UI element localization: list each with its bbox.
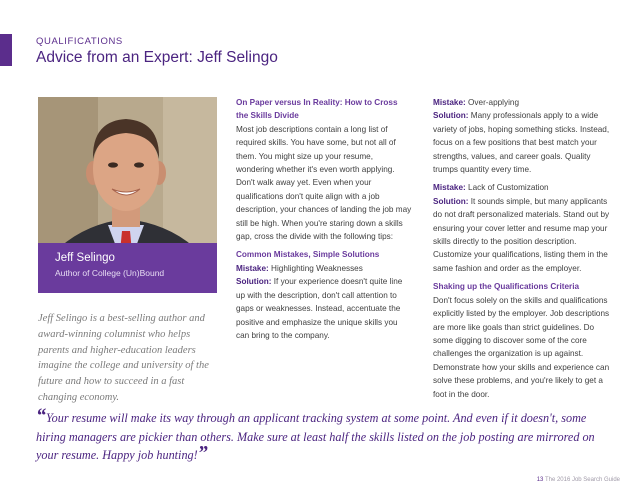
mistake-text: Over-applying [468, 98, 520, 107]
mistake-text: Highlighting Weaknesses [271, 263, 363, 273]
mistake-label: Mistake: [433, 98, 466, 107]
guide-title: The 2016 Job Search Guide [544, 477, 620, 483]
solution-text: If your experience doesn't quite line up with the description, don't call attention to gaps or weaknesses. Instead, accentuate the positive and emphasize the unique skills you can bring to the company. [236, 277, 403, 340]
pull-quote [36, 405, 606, 465]
mistake-weaknesses [236, 262, 412, 275]
right-column [433, 96, 613, 401]
tips-heading: Common Mistakes, Simple Solutions [236, 250, 380, 260]
quote-text: Your resume will make its way through an applicant tracking system at some point. And even if it doesn't, some hiring managers are pickier than others. Make sure at least half the skills listed on the job posting are mirrored on your resume. Happy job hunting! [36, 411, 595, 462]
page-title: Advice from an Expert: Jeff Selingo [36, 49, 278, 66]
open-quote-mark: “ [36, 405, 46, 427]
mistake-label: Mistake: [236, 263, 269, 273]
qualifications-criteria-heading: Shaking up the Qualifications Criteria [433, 282, 580, 292]
close-quote-mark: ” [197, 442, 208, 464]
solution-label: Solution: [433, 111, 469, 121]
solution-label: Solution: [236, 277, 272, 287]
profile-photo [38, 97, 217, 293]
solution-over-applying [433, 109, 613, 176]
solution-customization [433, 195, 613, 275]
section-label: QUALIFICATIONS [36, 36, 123, 47]
profile-caption [38, 243, 217, 293]
mistake-text: Lack of Customization [468, 183, 549, 193]
mistake-customization [433, 181, 613, 194]
mistake-label: Mistake: [433, 183, 466, 193]
section-accent-bar [0, 34, 12, 66]
skills-divide-intro: Most job descriptions contain a long list of required skills. You have some, but not all of them. You might size up your resume, wondering whether it's even worth applying. Don't walk away yet. Even when your qualifications don't quite align with a job description, your chances of landing the job may still be high. When you're staring down a skills gap, cross the divide with the following tips: [236, 124, 412, 242]
solution-weaknesses [236, 275, 412, 342]
profile-bio: Jeff Selingo is a best-selling author and award-winning columnist who helps parents and higher-education leaders imagine the college and university of the future and how to succeed in a fast changing economy. [38, 313, 209, 403]
profile-role: Author of College (Un)Bound [55, 268, 165, 278]
page-number: 13 [536, 477, 544, 483]
solution-label: Solution: [433, 196, 469, 206]
solution-text: It sounds simple, but many applicants do not draft personalized materials. Stand out by ensuring your cover letter and resume map your skills directly to the position description. Customize your qualifications, listing them in the same fashion and order as the employer. [433, 196, 610, 273]
middle-column [236, 96, 412, 342]
profile-name: Jeff Selingo [55, 252, 115, 264]
skills-divide-heading: On Paper versus In Reality: How to Cross the Skills Divide [236, 98, 398, 121]
qualifications-criteria-body: Don't focus solely on the skills and qualifications explicitly listed by the employer. Job descriptions are more like goals than strict guidelines. Do some digging to discover some of the core challenges the organization is up against. Demonstrate how your skills and experience can solve these problems, and you're likely to get a foot in the door. [433, 295, 610, 399]
page-footer [537, 477, 620, 483]
mistake-over-applying [433, 96, 613, 109]
solution-text: Many professionals apply to a wide variety of jobs, hoping something sticks. Instead, focus on a few positions that best match your strengths, values, and career goals. Quality trumps quantity every time. [433, 111, 610, 175]
